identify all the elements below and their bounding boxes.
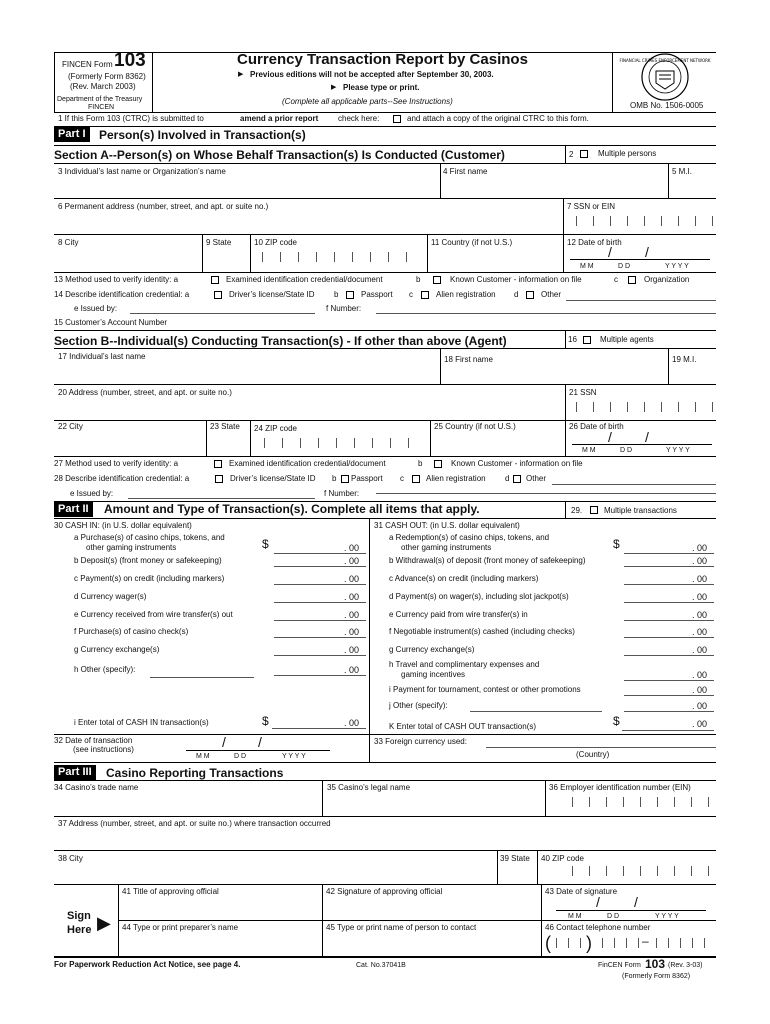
dob-yyyy: Y Y Y Y: [665, 263, 689, 270]
cash-out-item-amount-field[interactable]: [624, 602, 714, 603]
dob-mm: M M: [580, 263, 594, 270]
cash-out-item-cents: . 00: [692, 701, 708, 711]
agent-alien-registration-label: Alien registration: [426, 474, 486, 483]
cash-out-total-cents: . 00: [692, 719, 708, 729]
sig-date-slash-1: /: [596, 894, 600, 910]
field-28-d: d: [505, 474, 510, 483]
cash-in-item-label: g Currency exchange(s): [74, 645, 160, 654]
field-45-label[interactable]: 45 Type or print name of person to contact: [326, 923, 477, 932]
cash-out-item-label: i Payment for tournament, contest or other promotions: [389, 685, 581, 694]
field-13-c: c: [614, 275, 618, 284]
sign-label-2: Here: [67, 924, 92, 936]
agent-examined-id-label: Examined identification credential/document: [229, 459, 386, 468]
cash-out-total-field[interactable]: [622, 730, 714, 731]
part2-title: Amount and Type of Transaction(s). Complete all items that apply.: [104, 502, 480, 516]
rev-text: (Rev. March 2003): [70, 82, 136, 91]
cash-in-heading: 30 CASH IN: (in U.S. dollar equivalent): [54, 521, 192, 530]
multiple-persons-checkbox[interactable]: [580, 150, 588, 158]
drivers-license-label: Driver’s license/State ID: [229, 290, 315, 299]
txn-date-mm: M M: [196, 753, 210, 760]
ssn-ein-boxes[interactable]: [576, 216, 714, 230]
field-22-label[interactable]: 22 City: [58, 422, 83, 431]
sig-date-dd: D D: [607, 913, 620, 920]
examined-id-label: Examined identification credential/document: [226, 275, 383, 284]
footer-formerly: (Formerly Form 8362): [622, 973, 691, 980]
cash-out-heading: 31 CASH OUT: (in U.S. dollar equivalent): [374, 521, 520, 530]
cash-in-item-dollar: $: [262, 537, 269, 551]
line1-text-b: amend a prior report: [240, 114, 319, 123]
field-26-label[interactable]: 26 Date of birth: [569, 422, 624, 431]
cash-in-item-amount-field[interactable]: [274, 566, 366, 567]
part2-tag: Part II: [54, 502, 93, 517]
field-13-label: 13 Method used to verify identity: a: [54, 275, 179, 284]
agent-other-id-checkbox[interactable]: [513, 475, 521, 483]
line1-text-c: check here:: [338, 114, 380, 123]
treasury-seal: [619, 53, 711, 101]
field-15-label[interactable]: 15 Customer’s Account Number: [54, 318, 168, 327]
part3-title: Casino Reporting Transactions: [106, 766, 284, 780]
field-4-label[interactable]: 4 First name: [443, 167, 488, 176]
field-24-label[interactable]: 24 ZIP code: [254, 424, 297, 433]
cash-out-item-cents: . 00: [692, 610, 708, 620]
field-41-label[interactable]: 41 Title of approving official: [122, 887, 219, 896]
cash-in-item-label: a Purchase(s) of casino chips, tokens, and: [74, 533, 225, 542]
multiple-transactions-label: Multiple transactions: [604, 506, 677, 515]
country-label: (Country): [576, 750, 610, 759]
amend-checkbox[interactable]: [393, 115, 401, 123]
cash-out-item-label-cont: other gaming instruments: [401, 543, 492, 552]
cash-in-item-amount-field[interactable]: [274, 675, 366, 676]
multiple-transactions-checkbox[interactable]: [590, 506, 598, 514]
cash-in-item-label: c Payment(s) on credit (including markers): [74, 574, 225, 583]
agent-dob-mm: M M: [582, 447, 596, 454]
organization-checkbox[interactable]: [628, 276, 636, 284]
id-number-label[interactable]: f Number:: [326, 304, 362, 313]
cash-in-item-label: f Purchase(s) of casino check(s): [74, 627, 189, 636]
cash-out-item-amount-field[interactable]: [624, 655, 714, 656]
agent-passport-label: Passport: [351, 474, 383, 483]
cash-out-item-label: b Withdrawal(s) of deposit (front money of safekeeping): [389, 556, 586, 565]
cash-in-total-label: i Enter total of CASH IN transaction(s): [74, 718, 209, 727]
field-35-label[interactable]: 35 Casino’s legal name: [327, 783, 411, 792]
cash-out-total-label: K Enter total of CASH OUT transaction(s): [389, 722, 537, 731]
cash-out-item-cents: . 00: [692, 627, 708, 637]
agent-alien-registration-checkbox[interactable]: [412, 475, 420, 483]
examined-id-checkbox[interactable]: [211, 276, 219, 284]
cash-in-total-cents: . 00: [344, 718, 360, 728]
cash-out-item-amount-field[interactable]: [624, 711, 714, 712]
field-16-number: 16: [568, 335, 577, 344]
cash-out-item-amount-field[interactable]: [624, 695, 714, 696]
field-40-label[interactable]: 40 ZIP code: [541, 854, 584, 863]
cash-out-item-amount-field[interactable]: [624, 566, 714, 567]
field-32-label-a: 32 Date of transaction: [54, 736, 133, 745]
foreign-currency-field[interactable]: [486, 747, 716, 748]
field-27-label: 27 Method used to verify identity: a: [54, 459, 179, 468]
cash-in-item-label-cont: other gaming instruments: [86, 543, 177, 552]
cash-in-total-dollar: $: [262, 714, 269, 728]
cash-in-item-cents: . 00: [344, 645, 360, 655]
agent-id-number-label[interactable]: f Number:: [324, 489, 360, 498]
cash-out-item-cents: . 00: [692, 543, 708, 553]
field-25-label[interactable]: 25 Country (if not U.S.): [434, 422, 516, 431]
alien-registration-label: Alien registration: [436, 290, 496, 299]
cash-in-item-cents: . 00: [344, 543, 360, 553]
phone-paren-close: ): [586, 933, 592, 953]
cash-out-item-amount-field[interactable]: [624, 637, 714, 638]
other-id-label: Other: [541, 290, 562, 299]
dept-text: Department of the Treasury: [57, 96, 143, 103]
instructions-note: (Complete all applicable parts--See Instructions): [282, 97, 453, 106]
txn-date-slash-2: /: [258, 734, 262, 750]
catalog-number: Cat. No.37041B: [356, 962, 406, 969]
agent-dob-slash-1: /: [608, 429, 612, 445]
cash-in-item-label: d Currency wager(s): [74, 592, 147, 601]
passport-checkbox[interactable]: [346, 291, 354, 299]
cash-out-item-label: f Negotiable instrument(s) cashed (including checks): [389, 627, 575, 636]
field-33-label: 33 Foreign currency used:: [374, 737, 467, 746]
zip-boxes[interactable]: [262, 252, 422, 266]
formerly-text: (Formerly Form 8362): [68, 72, 146, 81]
field-38-label[interactable]: 38 City: [58, 854, 83, 863]
footer-form-prefix: FinCEN Form: [598, 962, 641, 969]
dob-slash-1: /: [608, 244, 612, 260]
cash-in-item-amount-field[interactable]: [274, 584, 366, 585]
cash-out-item-dollar: $: [613, 537, 620, 551]
field-2-number: 2: [569, 150, 574, 159]
part1-title: Person(s) Involved in Transaction(s): [99, 128, 306, 142]
cash-in-item-cents: . 00: [344, 574, 360, 584]
line1-text-a: 1 If this Form 103 (CTRC) is submitted to: [58, 114, 204, 123]
cash-out-item-amount-field[interactable]: [624, 620, 714, 621]
line1-text-d: and attach a copy of the original CTRC to this form.: [407, 114, 589, 123]
field-9-label[interactable]: 9 State: [206, 238, 232, 247]
field-5-label[interactable]: 5 M.I.: [672, 167, 693, 176]
issued-by-label[interactable]: e Issued by:: [74, 304, 118, 313]
cash-out-item-label: g Currency exchange(s): [389, 645, 475, 654]
txn-date-yyyy: Y Y Y Y: [282, 753, 306, 760]
cash-out-total-dollar: $: [613, 714, 620, 728]
cash-in-item-amount-field[interactable]: [274, 553, 366, 554]
agent-other-id-label: Other: [526, 474, 547, 483]
field-13-b: b: [416, 275, 421, 284]
casino-zip-boxes[interactable]: [572, 866, 712, 880]
field-37-label[interactable]: 37 Address (number, street, and apt. or suite no.) where transaction occurred: [58, 819, 331, 828]
drivers-license-checkbox[interactable]: [214, 291, 222, 299]
sig-date-slash-2: /: [634, 894, 638, 910]
cash-in-item-amount-field[interactable]: [274, 602, 366, 603]
field-14-b: b: [334, 290, 339, 299]
field-27-b: b: [418, 459, 423, 468]
sig-date-mm: M M: [568, 913, 582, 920]
ein-boxes[interactable]: [572, 797, 712, 811]
field-29-number: 29.: [571, 506, 583, 515]
cash-out-item-label: h Travel and complimentary expenses and: [389, 660, 540, 669]
transaction-date-field[interactable]: [186, 750, 330, 751]
known-customer-checkbox[interactable]: [433, 276, 441, 284]
dob-dd: D D: [618, 263, 631, 270]
field-32-label-b: (see instructions): [73, 745, 134, 754]
omb-number: OMB No. 1506-0005: [630, 101, 704, 110]
form-title: Currency Transaction Report by Casinos: [237, 51, 528, 68]
notice-arrow-2: ▶: [331, 84, 337, 91]
cash-out-item-label: e Currency paid from wire transfer(s) in: [389, 610, 528, 619]
form-prefix: FINCEN Form: [62, 60, 113, 69]
field-34-label[interactable]: 34 Casino’s trade name: [54, 783, 139, 792]
field-14-label: 14 Describe identification credential: a: [54, 290, 190, 299]
field-28-b: b: [332, 474, 337, 483]
dob-slash-2: /: [645, 244, 649, 260]
agent-dob-dd: D D: [620, 447, 633, 454]
field-17-label[interactable]: 17 Individual’s last name: [58, 352, 146, 361]
field-6-label[interactable]: 6 Permanent address (number, street, and apt. or suite no.): [58, 202, 269, 211]
field-18-label[interactable]: 18 First name: [444, 355, 493, 364]
notice-arrow-1: ▶: [238, 71, 244, 78]
agent-dob-slash-2: /: [645, 429, 649, 445]
cash-in-item-cents: . 00: [344, 556, 360, 566]
field-28-c: c: [400, 474, 404, 483]
cash-in-item-cents: . 00: [344, 592, 360, 602]
field-28-label: 28 Describe identification credential: a: [54, 474, 190, 483]
cash-out-item-label-cont: gaming incentives: [401, 670, 466, 679]
svg-text:FINANCIAL CRIMES ENFORCEMENT N: FINANCIAL CRIMES ENFORCEMENT NETWORK: [619, 58, 711, 63]
phone-dash: –: [642, 934, 649, 948]
cash-out-item-cents: . 00: [692, 556, 708, 566]
cash-out-item-cents: . 00: [692, 685, 708, 695]
sign-label-1: Sign: [67, 910, 91, 922]
multiple-agents-checkbox[interactable]: [583, 336, 591, 344]
type-or-print-note: Please type or print.: [343, 83, 420, 92]
agent-passport-checkbox[interactable]: [341, 475, 349, 483]
field-44-label[interactable]: 44 Type or print preparer’s name: [122, 923, 239, 932]
txn-date-slash-1: /: [222, 734, 226, 750]
agent-known-customer-label: Known Customer - information on file: [451, 459, 583, 468]
field-14-c: c: [409, 290, 413, 299]
agent-known-customer-checkbox[interactable]: [434, 460, 442, 468]
agent-dob-yyyy: Y Y Y Y: [666, 447, 690, 454]
multiple-agents-label: Multiple agents: [600, 335, 654, 344]
cash-in-item-amount-field[interactable]: [274, 637, 366, 638]
field-23-label[interactable]: 23 State: [210, 422, 240, 431]
cash-out-item-amount-field[interactable]: [624, 584, 714, 585]
field-8-label[interactable]: 8 City: [58, 238, 79, 247]
agent-ssn-boxes[interactable]: [576, 402, 714, 416]
field-39-label[interactable]: 39 State: [500, 854, 530, 863]
agent-examined-id-checkbox[interactable]: [214, 460, 222, 468]
cash-in-item-cents: . 00: [344, 610, 360, 620]
cash-out-item-label: c Advance(s) on credit (including markers): [389, 574, 539, 583]
cash-out-item-label: d Payment(s) on wager(s), including slot jackpot(s): [389, 592, 569, 601]
part3-tag: Part III: [54, 765, 96, 780]
field-12-label[interactable]: 12 Date of birth: [567, 238, 622, 247]
field-19-label[interactable]: 19 M.I.: [672, 355, 697, 364]
cash-in-item-amount-field[interactable]: [274, 620, 366, 621]
field-43-label[interactable]: 43 Date of signature: [545, 887, 618, 896]
field-7-label[interactable]: 7 SSN or EIN: [567, 202, 616, 211]
cash-in-item-cents: . 00: [344, 627, 360, 637]
agent-zip-boxes[interactable]: [264, 438, 424, 452]
passport-label: Passport: [361, 290, 393, 299]
form-number: 103: [114, 50, 146, 71]
paperwork-notice: For Paperwork Reduction Act Notice, see page 4.: [54, 960, 241, 969]
other-id-checkbox[interactable]: [526, 291, 534, 299]
sign-here-arrow: ▶: [97, 913, 111, 933]
cash-in-other-specify-field[interactable]: [150, 677, 254, 678]
footer-rev: (Rev. 3-03): [668, 962, 703, 969]
footer-form-number: 103: [645, 957, 666, 971]
field-20-label[interactable]: 20 Address (number, street, and apt. or suite no.): [58, 388, 232, 397]
cash-out-item-amount-field[interactable]: [624, 680, 714, 681]
known-customer-label: Known Customer - information on file: [450, 275, 582, 284]
agent-drivers-license-checkbox[interactable]: [215, 475, 223, 483]
previous-editions-note: Previous editions will not be accepted after September 30, 2003.: [250, 70, 494, 79]
cash-out-item-cents: . 00: [692, 574, 708, 584]
cash-out-item-cents: . 00: [692, 645, 708, 655]
agent-issued-by-label[interactable]: e Issued by:: [70, 489, 114, 498]
part1-tag: Part I: [54, 127, 90, 142]
section-b-heading: Section B--Individual(s) Conducting Transaction(s) - If other than above (Agent): [54, 334, 507, 348]
sig-date-yyyy: Y Y Y Y: [655, 913, 679, 920]
field-3-label[interactable]: 3 Individual’s last name or Organization’s name: [58, 167, 226, 176]
field-10-label[interactable]: 10 ZIP code: [254, 238, 297, 247]
field-46-label[interactable]: 46 Contact telephone number: [545, 923, 651, 932]
phone-paren-open: (: [545, 933, 551, 953]
agent-drivers-license-label: Driver’s license/State ID: [230, 474, 316, 483]
cash-out-item-label: a Redemption(s) of casino chips, tokens, and: [389, 533, 550, 542]
cash-in-total-field[interactable]: [272, 728, 366, 729]
field-14-d: d: [514, 290, 519, 299]
section-a-heading: Section A--Person(s) on Whose Behalf Transaction(s) Is Conducted (Customer): [54, 148, 505, 162]
cash-in-item-amount-field[interactable]: [274, 655, 366, 656]
cash-out-other-specify-field[interactable]: [470, 711, 602, 712]
cash-out-item-cents: . 00: [692, 592, 708, 602]
cash-in-item-cents: . 00: [344, 665, 360, 675]
txn-date-dd: D D: [234, 753, 247, 760]
cash-out-item-amount-field[interactable]: [624, 553, 714, 554]
cash-in-item-label: b Deposit(s) (front money or safekeeping): [74, 556, 222, 565]
alien-registration-checkbox[interactable]: [421, 291, 429, 299]
phone-boxes[interactable]: [556, 938, 716, 952]
organization-label: Organization: [644, 275, 690, 284]
cash-out-item-cents: . 00: [692, 670, 708, 680]
agency-text: FINCEN: [88, 104, 115, 111]
cash-out-item-label: j Other (specify):: [389, 701, 448, 710]
cash-in-item-label: h Other (specify):: [74, 665, 136, 674]
field-11-label[interactable]: 11 Country (if not U.S.): [431, 238, 513, 247]
field-36-label[interactable]: 36 Employer identification number (EIN): [549, 783, 691, 792]
field-42-label[interactable]: 42 Signature of approving official: [326, 887, 443, 896]
field-21-label[interactable]: 21 SSN: [569, 388, 597, 397]
cash-in-item-label: e Currency received from wire transfer(s) out: [74, 610, 233, 619]
multiple-persons-label: Multiple persons: [598, 149, 657, 158]
